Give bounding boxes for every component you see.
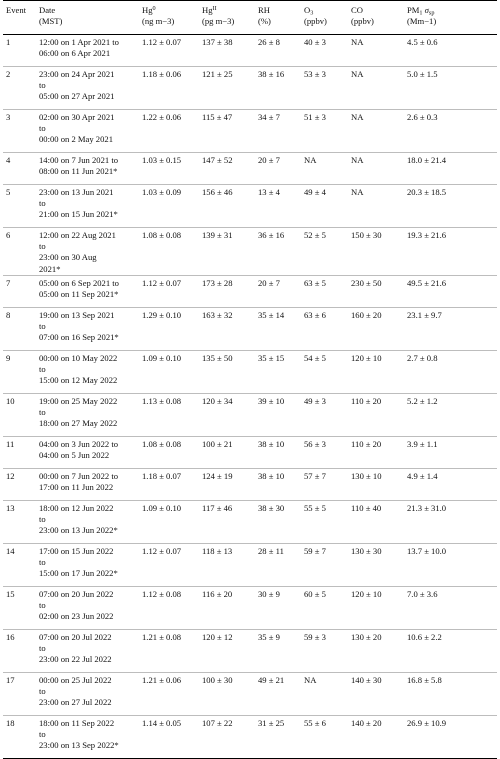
cell-co: 120 ± 10 bbox=[348, 350, 404, 393]
cell-hg2: 173 ± 28 bbox=[199, 275, 255, 307]
cell-hg0: 1.13 ± 0.08 bbox=[139, 393, 199, 436]
cell-o3: 49 ± 3 bbox=[301, 393, 348, 436]
cell-rh: 35 ± 15 bbox=[255, 350, 301, 393]
cell-date-line: to bbox=[39, 80, 46, 91]
cell-date-line: to bbox=[39, 241, 46, 252]
cell-rh: 35 ± 14 bbox=[255, 307, 301, 350]
cell-pm: 13.7 ± 10.0 bbox=[404, 543, 497, 586]
cell-date-line: 19:00 on 13 Sep 2021 bbox=[39, 309, 115, 320]
cell-o3: 56 ± 3 bbox=[301, 436, 348, 468]
cell-date bbox=[36, 672, 139, 715]
cell-date-line: 18:00 on 11 Sep 2022 bbox=[39, 717, 115, 728]
cell-hg0: 1.12 ± 0.07 bbox=[139, 543, 199, 586]
table-row bbox=[3, 393, 497, 436]
cell-pm: 16.8 ± 5.8 bbox=[404, 672, 497, 715]
table-row bbox=[3, 185, 497, 228]
cell-pm: 2.6 ± 0.3 bbox=[404, 110, 497, 153]
cell-date-line: to bbox=[39, 364, 46, 375]
cell-rh: 20 ± 7 bbox=[255, 153, 301, 185]
cell-date-line: 19:00 on 25 May 2022 bbox=[39, 395, 118, 406]
cell-date-line: 07:00 on 16 Sep 2021* bbox=[39, 332, 119, 343]
header-date-label: Date bbox=[39, 5, 56, 15]
cell-hg2: 139 ± 31 bbox=[199, 228, 255, 276]
cell-event: 17 bbox=[3, 672, 36, 715]
header-hg2-unit: (pg m−3) bbox=[202, 16, 235, 27]
cell-pm: 26.9 ± 10.9 bbox=[404, 715, 497, 758]
cell-date bbox=[36, 350, 139, 393]
header-row bbox=[3, 1, 497, 35]
cell-date-line: 07:00 on 20 Jul 2022 bbox=[39, 631, 112, 642]
cell-hg2: 124 ± 19 bbox=[199, 468, 255, 500]
cell-rh: 49 ± 21 bbox=[255, 672, 301, 715]
cell-rh: 39 ± 10 bbox=[255, 393, 301, 436]
cell-date-line: 05:00 on 11 Sep 2021* bbox=[39, 289, 119, 300]
cell-rh: 38 ± 10 bbox=[255, 436, 301, 468]
header-o3 bbox=[301, 1, 348, 35]
cell-date-line: 21:00 on 15 Jun 2021* bbox=[39, 209, 118, 220]
cell-hg2: 120 ± 34 bbox=[199, 393, 255, 436]
cell-hg0: 1.03 ± 0.15 bbox=[139, 153, 199, 185]
cell-date-line: 02:00 on 30 Apr 2021 bbox=[39, 112, 115, 122]
cell-event: 1 bbox=[3, 35, 36, 67]
header-o3-unit: (ppbv) bbox=[304, 16, 327, 27]
cell-event: 3 bbox=[3, 110, 36, 153]
cell-date-line: 04:00 on 5 Jun 2022 bbox=[39, 450, 110, 461]
table-row bbox=[3, 543, 497, 586]
cell-date bbox=[36, 228, 139, 276]
cell-date-line: 14:00 on 7 Jun 2021 to bbox=[39, 155, 119, 165]
cell-event: 9 bbox=[3, 350, 36, 393]
cell-date-line: to bbox=[39, 321, 46, 332]
cell-date bbox=[36, 586, 139, 629]
cell-o3: 59 ± 3 bbox=[301, 629, 348, 672]
cell-date-line: 05:00 on 27 Apr 2021 bbox=[39, 91, 115, 102]
cell-date-line: 00:00 on 25 Jul 2022 bbox=[39, 674, 112, 685]
cell-o3: 49 ± 4 bbox=[301, 185, 348, 228]
cell-date-line: 12:00 on 1 Apr 2021 to bbox=[39, 37, 119, 47]
cell-co: 120 ± 10 bbox=[348, 586, 404, 629]
table-row bbox=[3, 110, 497, 153]
cell-hg0: 1.08 ± 0.08 bbox=[139, 436, 199, 468]
cell-rh: 35 ± 9 bbox=[255, 629, 301, 672]
header-o3-sub: 3 bbox=[310, 9, 314, 17]
cell-date-line: 23:00 on 24 Apr 2021 bbox=[39, 69, 115, 79]
cell-date bbox=[36, 436, 139, 468]
cell-hg0: 1.21 ± 0.08 bbox=[139, 629, 199, 672]
cell-pm: 21.3 ± 31.0 bbox=[404, 500, 497, 543]
cell-o3: 52 ± 5 bbox=[301, 228, 348, 276]
table-body bbox=[3, 35, 497, 759]
header-rh-label: RH bbox=[258, 5, 270, 15]
header-hg0-sup: 0 bbox=[152, 4, 156, 12]
cell-hg0: 1.29 ± 0.10 bbox=[139, 307, 199, 350]
cell-date bbox=[36, 307, 139, 350]
table-row bbox=[3, 350, 497, 393]
cell-o3: 59 ± 7 bbox=[301, 543, 348, 586]
header-date-unit: (MST) bbox=[39, 16, 63, 27]
cell-o3: NA bbox=[301, 153, 348, 185]
cell-date-line: 23:00 on 13 Jun 2021 bbox=[39, 187, 114, 197]
cell-hg2: 107 ± 22 bbox=[199, 715, 255, 758]
cell-hg2: 117 ± 46 bbox=[199, 500, 255, 543]
cell-rh: 36 ± 16 bbox=[255, 228, 301, 276]
cell-hg2: 100 ± 30 bbox=[199, 672, 255, 715]
cell-date bbox=[36, 110, 139, 153]
cell-hg2: 121 ± 25 bbox=[199, 67, 255, 110]
cell-rh: 31 ± 25 bbox=[255, 715, 301, 758]
header-hg0-label: Hg bbox=[142, 5, 153, 15]
cell-o3: NA bbox=[301, 672, 348, 715]
cell-hg2: 137 ± 38 bbox=[199, 35, 255, 67]
cell-pm: 23.1 ± 9.7 bbox=[404, 307, 497, 350]
cell-date-line: to bbox=[39, 686, 46, 697]
cell-rh: 28 ± 11 bbox=[255, 543, 301, 586]
cell-co: 110 ± 40 bbox=[348, 500, 404, 543]
table-row bbox=[3, 153, 497, 185]
cell-pm: 5.0 ± 1.5 bbox=[404, 67, 497, 110]
cell-hg2: 115 ± 47 bbox=[199, 110, 255, 153]
header-co-unit: (ppbv) bbox=[351, 16, 374, 27]
header-date bbox=[36, 1, 139, 35]
cell-pm: 7.0 ± 3.6 bbox=[404, 586, 497, 629]
cell-date-line: 23:00 on 13 Jun 2022* bbox=[39, 525, 118, 536]
cell-date-line: 06:00 on 6 Apr 2021 bbox=[39, 48, 111, 59]
cell-date-line: to bbox=[39, 198, 46, 209]
cell-pm: 4.9 ± 1.4 bbox=[404, 468, 497, 500]
cell-event: 16 bbox=[3, 629, 36, 672]
cell-hg2: 156 ± 46 bbox=[199, 185, 255, 228]
header-o3-label: O bbox=[304, 5, 311, 15]
cell-date bbox=[36, 153, 139, 185]
cell-event: 15 bbox=[3, 586, 36, 629]
cell-date bbox=[36, 500, 139, 543]
cell-co: 110 ± 20 bbox=[348, 393, 404, 436]
cell-date-line: 23:00 on 27 Jul 2022 bbox=[39, 697, 112, 708]
header-pm bbox=[404, 1, 497, 35]
cell-date-line: 05:00 on 6 Sep 2021 to bbox=[39, 277, 119, 288]
cell-date-line: 00:00 on 7 Jun 2022 to bbox=[39, 470, 119, 481]
cell-co: NA bbox=[348, 153, 404, 185]
cell-rh: 20 ± 7 bbox=[255, 275, 301, 307]
table-row bbox=[3, 275, 497, 307]
table-row bbox=[3, 468, 497, 500]
header-event-label: Event bbox=[6, 5, 27, 15]
cell-date-line: 15:00 on 17 Jun 2022* bbox=[39, 568, 118, 579]
header-rh-unit: (%) bbox=[258, 16, 271, 27]
header-pm-label: PM bbox=[407, 5, 420, 15]
cell-hg2: 120 ± 12 bbox=[199, 629, 255, 672]
cell-date bbox=[36, 393, 139, 436]
cell-date-line: 08:00 on 11 Jun 2021* bbox=[39, 166, 118, 177]
events-table bbox=[3, 0, 497, 759]
cell-hg0: 1.12 ± 0.07 bbox=[139, 35, 199, 67]
cell-date-line: 07:00 on 20 Jun 2022 bbox=[39, 588, 114, 599]
cell-date-line: to bbox=[39, 514, 46, 525]
cell-event: 11 bbox=[3, 436, 36, 468]
cell-date-line: 02:00 on 23 Jun 2022 bbox=[39, 611, 114, 622]
cell-hg0: 1.21 ± 0.06 bbox=[139, 672, 199, 715]
cell-hg0: 1.22 ± 0.06 bbox=[139, 110, 199, 153]
header-hg2 bbox=[199, 1, 255, 35]
cell-co: NA bbox=[348, 110, 404, 153]
cell-co: NA bbox=[348, 35, 404, 67]
cell-co: NA bbox=[348, 185, 404, 228]
cell-pm: 4.5 ± 0.6 bbox=[404, 35, 497, 67]
cell-date-line: 23:00 on 30 Aug bbox=[39, 252, 97, 263]
cell-hg0: 1.03 ± 0.09 bbox=[139, 185, 199, 228]
cell-hg0: 1.18 ± 0.07 bbox=[139, 468, 199, 500]
cell-rh: 30 ± 9 bbox=[255, 586, 301, 629]
cell-o3: 60 ± 5 bbox=[301, 586, 348, 629]
cell-event: 12 bbox=[3, 468, 36, 500]
cell-hg0: 1.14 ± 0.05 bbox=[139, 715, 199, 758]
cell-date bbox=[36, 629, 139, 672]
header-co-label: CO bbox=[351, 5, 363, 15]
cell-rh: 38 ± 30 bbox=[255, 500, 301, 543]
header-hg2-sup: II bbox=[212, 4, 217, 12]
header-rh bbox=[255, 1, 301, 35]
header-pm-unit: (Mm−1) bbox=[407, 16, 437, 27]
cell-date-line: to bbox=[39, 557, 46, 568]
cell-date-line: 18:00 on 12 Jun 2022 bbox=[39, 502, 114, 513]
cell-hg2: 118 ± 13 bbox=[199, 543, 255, 586]
cell-date-line: 15:00 on 12 May 2022 bbox=[39, 375, 118, 386]
cell-o3: 51 ± 3 bbox=[301, 110, 348, 153]
cell-hg2: 116 ± 20 bbox=[199, 586, 255, 629]
cell-date-line: 23:00 on 22 Jul 2022 bbox=[39, 654, 112, 665]
cell-hg0: 1.12 ± 0.07 bbox=[139, 275, 199, 307]
cell-event: 5 bbox=[3, 185, 36, 228]
header-pm-sym: σ bbox=[424, 5, 429, 15]
cell-o3: 55 ± 5 bbox=[301, 500, 348, 543]
cell-co: 130 ± 10 bbox=[348, 468, 404, 500]
cell-event: 13 bbox=[3, 500, 36, 543]
cell-date-line: 18:00 on 27 May 2022 bbox=[39, 418, 118, 429]
cell-o3: 53 ± 3 bbox=[301, 67, 348, 110]
cell-date-line: 23:00 on 13 Sep 2022* bbox=[39, 740, 119, 751]
cell-hg2: 147 ± 52 bbox=[199, 153, 255, 185]
cell-date-line: to bbox=[39, 643, 46, 654]
cell-date-line: to bbox=[39, 123, 46, 134]
cell-event: 14 bbox=[3, 543, 36, 586]
table-row bbox=[3, 307, 497, 350]
cell-hg0: 1.09 ± 0.10 bbox=[139, 350, 199, 393]
cell-o3: 40 ± 3 bbox=[301, 35, 348, 67]
cell-hg2: 100 ± 21 bbox=[199, 436, 255, 468]
cell-event: 2 bbox=[3, 67, 36, 110]
cell-event: 18 bbox=[3, 715, 36, 758]
cell-date-line: to bbox=[39, 600, 46, 611]
cell-pm: 19.3 ± 21.6 bbox=[404, 228, 497, 276]
header-pm-sym-sub: sp bbox=[428, 9, 435, 17]
header-hg0 bbox=[139, 1, 199, 35]
cell-rh: 13 ± 4 bbox=[255, 185, 301, 228]
table-row bbox=[3, 228, 497, 276]
header-hg2-label: Hg bbox=[202, 5, 213, 15]
cell-hg2: 163 ± 32 bbox=[199, 307, 255, 350]
cell-hg0: 1.18 ± 0.06 bbox=[139, 67, 199, 110]
cell-co: 160 ± 20 bbox=[348, 307, 404, 350]
cell-date-line: to bbox=[39, 729, 46, 740]
cell-date bbox=[36, 468, 139, 500]
cell-hg0: 1.09 ± 0.10 bbox=[139, 500, 199, 543]
cell-co: 110 ± 20 bbox=[348, 436, 404, 468]
cell-date bbox=[36, 185, 139, 228]
cell-date bbox=[36, 543, 139, 586]
cell-pm: 2.7 ± 0.8 bbox=[404, 350, 497, 393]
table-row bbox=[3, 586, 497, 629]
cell-pm: 5.2 ± 1.2 bbox=[404, 393, 497, 436]
cell-co: 140 ± 30 bbox=[348, 672, 404, 715]
cell-date-line: 00:00 on 10 May 2022 bbox=[39, 352, 118, 363]
cell-date-line: 04:00 on 3 Jun 2022 to bbox=[39, 438, 119, 449]
cell-pm: 20.3 ± 18.5 bbox=[404, 185, 497, 228]
header-pm-sub: 1 bbox=[419, 9, 423, 17]
cell-date-line: 17:00 on 15 Jun 2022 bbox=[39, 545, 114, 556]
cell-o3: 63 ± 5 bbox=[301, 275, 348, 307]
cell-hg2: 135 ± 50 bbox=[199, 350, 255, 393]
table-row bbox=[3, 35, 497, 67]
cell-date bbox=[36, 275, 139, 307]
cell-rh: 38 ± 16 bbox=[255, 67, 301, 110]
cell-rh: 38 ± 10 bbox=[255, 468, 301, 500]
cell-hg0: 1.12 ± 0.08 bbox=[139, 586, 199, 629]
cell-co: 130 ± 30 bbox=[348, 543, 404, 586]
cell-event: 10 bbox=[3, 393, 36, 436]
cell-date bbox=[36, 715, 139, 758]
cell-date-line: 2021* bbox=[39, 263, 61, 274]
cell-o3: 54 ± 5 bbox=[301, 350, 348, 393]
cell-date-line: 17:00 on 11 Jun 2022 bbox=[39, 482, 114, 493]
cell-co: NA bbox=[348, 67, 404, 110]
cell-date-line: to bbox=[39, 407, 46, 418]
cell-date-line: 00:00 on 2 May 2021 bbox=[39, 134, 113, 145]
cell-pm: 10.6 ± 2.2 bbox=[404, 629, 497, 672]
table-row bbox=[3, 67, 497, 110]
cell-co: 140 ± 20 bbox=[348, 715, 404, 758]
header-co bbox=[348, 1, 404, 35]
cell-pm: 3.9 ± 1.1 bbox=[404, 436, 497, 468]
cell-rh: 34 ± 7 bbox=[255, 110, 301, 153]
cell-event: 4 bbox=[3, 153, 36, 185]
cell-date bbox=[36, 67, 139, 110]
cell-event: 6 bbox=[3, 228, 36, 276]
cell-hg0: 1.08 ± 0.08 bbox=[139, 228, 199, 276]
cell-o3: 57 ± 7 bbox=[301, 468, 348, 500]
cell-co: 130 ± 20 bbox=[348, 629, 404, 672]
cell-pm: 18.0 ± 21.4 bbox=[404, 153, 497, 185]
cell-date bbox=[36, 35, 139, 67]
header-event bbox=[3, 1, 36, 35]
cell-rh: 26 ± 8 bbox=[255, 35, 301, 67]
table-row bbox=[3, 629, 497, 672]
table-row bbox=[3, 715, 497, 758]
table-row bbox=[3, 672, 497, 715]
cell-pm: 49.5 ± 21.6 bbox=[404, 275, 497, 307]
cell-co: 230 ± 50 bbox=[348, 275, 404, 307]
cell-o3: 63 ± 6 bbox=[301, 307, 348, 350]
table-row bbox=[3, 436, 497, 468]
cell-date-line: 12:00 on 22 Aug 2021 bbox=[39, 230, 116, 240]
cell-event: 8 bbox=[3, 307, 36, 350]
cell-event: 7 bbox=[3, 275, 36, 307]
cell-o3: 55 ± 6 bbox=[301, 715, 348, 758]
cell-co: 150 ± 30 bbox=[348, 228, 404, 276]
table-row bbox=[3, 500, 497, 543]
header-hg0-unit: (ng m−3) bbox=[142, 16, 175, 27]
